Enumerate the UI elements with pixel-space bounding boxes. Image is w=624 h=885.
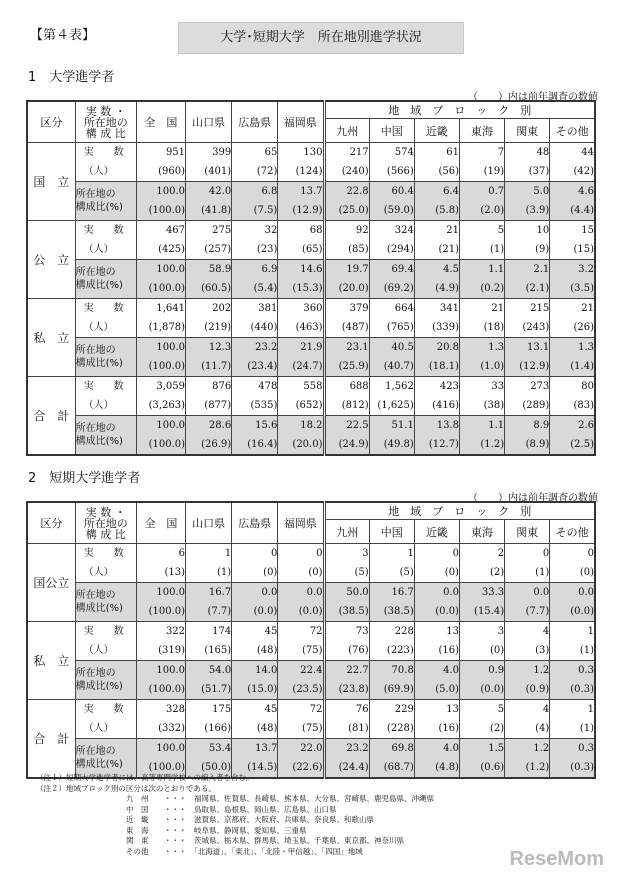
- count-cell: 0 (0): [232, 544, 278, 583]
- ratio-cell: 6.8 (7.5): [232, 182, 278, 221]
- table-row-ratio: [27, 182, 595, 221]
- count-cell: 688 (812): [324, 377, 369, 416]
- ratio-cell: 100.0 (100.0): [136, 260, 185, 299]
- ratio-cell: 2.6 (2.5): [550, 416, 595, 456]
- header-block: 関東: [505, 119, 550, 143]
- resemom-watermark-logo: ReseMom: [509, 848, 604, 870]
- ratio-cell: 16.7 (7.7): [186, 583, 232, 622]
- ratio-label: 所在地の 構成比(%): [75, 590, 123, 614]
- ratio-cell: 19.7 (20.0): [324, 260, 369, 299]
- count-cell: 228 (223): [369, 622, 414, 661]
- count-unit-label: （人）: [83, 166, 114, 177]
- ratio-cell: 100.0 (100.0): [136, 739, 185, 779]
- group-label: 国 立: [27, 143, 75, 221]
- count-cell: 2 (2): [459, 544, 504, 583]
- header-kubun: 区分: [27, 502, 75, 544]
- ratio-cell: 69.4 (69.2): [369, 260, 414, 299]
- count-cell: 3 (5): [324, 544, 369, 583]
- group-label: 合 計: [27, 700, 75, 779]
- ratio-cell: 22.4 (23.5): [278, 661, 324, 700]
- count-cell: 72 (75): [278, 700, 324, 739]
- count-cell: 6 (13): [136, 544, 185, 583]
- ratio-cell: 40.5 (40.7): [369, 338, 414, 377]
- table-row-ratio: [27, 416, 595, 456]
- ratio-label: 所在地の 構成比(%): [75, 668, 123, 692]
- ratio-label: 所在地の 構成比(%): [75, 267, 123, 291]
- ratio-cell: 22.8 (25.0): [324, 182, 369, 221]
- ratio-cell: 70.8 (69.9): [369, 661, 414, 700]
- ratio-cell: 42.0 (41.8): [186, 182, 232, 221]
- junior-college-table: [26, 501, 596, 779]
- header-block: 東海: [459, 520, 504, 544]
- count-cell: 0 (0): [414, 544, 459, 583]
- note-block-def: 東 海 ・・・ 岐阜県、静岡県、愛知県、三重県: [126, 825, 307, 835]
- ratio-cell: 0.3 (0.3): [550, 739, 595, 779]
- count-cell: 876 (877): [186, 377, 232, 416]
- ratio-cell: 21.9 (24.7): [278, 338, 324, 377]
- header-block: 関東: [505, 520, 550, 544]
- count-cell: 399 (401): [186, 143, 232, 182]
- count-cell: 33 (38): [459, 377, 504, 416]
- count-cell: 478 (535): [232, 377, 278, 416]
- count-cell: 275 (257): [186, 221, 232, 260]
- count-cell: 61 (56): [414, 143, 459, 182]
- count-cell: 174 (165): [186, 622, 232, 661]
- table-row-count: [27, 700, 595, 739]
- ratio-cell: 22.0 (22.6): [278, 739, 324, 779]
- ratio-cell: 53.4 (50.0): [186, 739, 232, 779]
- count-cell: 21 (26): [550, 299, 595, 338]
- count-cell: 0 (0): [550, 544, 595, 583]
- count-cell: 65 (72): [232, 143, 278, 182]
- ratio-cell: 13.7 (12.9): [278, 182, 324, 221]
- note-2: （注２）地域ブロック別の区分は次のとおりである。: [36, 783, 216, 793]
- table-row-count: [27, 143, 595, 182]
- table-row-count: [27, 622, 595, 661]
- count-unit-label: （人）: [83, 244, 114, 255]
- count-label: 実 数: [83, 303, 124, 314]
- header-col: 広島県: [232, 101, 278, 143]
- ratio-cell: 13.8 (12.7): [414, 416, 459, 456]
- header-col: 福岡県: [278, 502, 324, 544]
- table-row-count: [27, 221, 595, 260]
- note-block-def: 関 東 ・・・ 茨城県、栃木県、群馬県、埼玉県、千葉県、東京都、神奈川県: [126, 836, 404, 845]
- count-cell: 341 (339): [414, 299, 459, 338]
- count-cell: 15 (15): [550, 221, 595, 260]
- header-col: 全 国: [136, 502, 185, 544]
- header-block: 近畿: [414, 520, 459, 544]
- count-cell: 76 (81): [324, 700, 369, 739]
- ratio-cell: 22.7 (23.8): [324, 661, 369, 700]
- count-cell: 5 (2): [459, 700, 504, 739]
- prev-year-note: （ ）内は前年調査の数値: [468, 92, 598, 103]
- count-cell: 92 (85): [324, 221, 369, 260]
- prev-year-note: （ ）内は前年調査の数値: [468, 493, 598, 504]
- table-row-count: [27, 377, 595, 416]
- count-cell: 3 (0): [459, 622, 504, 661]
- count-cell: 381 (440): [232, 299, 278, 338]
- ratio-cell: 6.4 (5.8): [414, 182, 459, 221]
- count-cell: 951 (960): [136, 143, 185, 182]
- count-cell: 45 (48): [232, 622, 278, 661]
- note-block-def: 近 畿 ・・・ 滋賀県、京都府、大阪府、兵庫県、奈良県、和歌山県: [126, 815, 374, 824]
- count-cell: 13 (16): [414, 700, 459, 739]
- count-cell: 130 (124): [278, 143, 324, 182]
- count-cell: 1 (5): [369, 544, 414, 583]
- count-cell: 215 (243): [505, 299, 550, 338]
- ratio-cell: 0.0 (0.0): [550, 583, 595, 622]
- ratio-cell: 1.5 (0.6): [459, 739, 504, 779]
- header-block: 近畿: [414, 119, 459, 143]
- header-count-ratio: 実 数 ・ 所在地の 構 成 比: [75, 502, 136, 544]
- ratio-cell: 33.3 (15.4): [459, 583, 504, 622]
- count-cell: 322 (319): [136, 622, 185, 661]
- table-row-count: [27, 544, 595, 583]
- note-1: （注１）短期大学進学者には、高等専門学校への編入者を含む。: [36, 773, 254, 782]
- section-title-junior-college: 2 短期大学進学者: [28, 471, 141, 486]
- ratio-label: 所在地の 構成比(%): [75, 345, 123, 369]
- ratio-cell: 14.6 (15.3): [278, 260, 324, 299]
- count-cell: 423 (416): [414, 377, 459, 416]
- ratio-cell: 4.0 (4.8): [414, 739, 459, 779]
- header-block: その他: [550, 119, 595, 143]
- header-region-blocks: 地 域 ブ ロ ッ ク 別: [324, 502, 595, 520]
- count-cell: 324 (294): [369, 221, 414, 260]
- header-region-blocks: 地 域 ブ ロ ッ ク 別: [324, 101, 595, 119]
- table-row-ratio: [27, 661, 595, 700]
- university-table: [26, 100, 596, 456]
- count-unit-label: （人）: [83, 645, 114, 656]
- ratio-cell: 3.2 (3.5): [550, 260, 595, 299]
- count-label: 実 数: [83, 548, 124, 559]
- table-row-ratio: [27, 338, 595, 377]
- ratio-label: 所在地の 構成比(%): [75, 423, 123, 447]
- ratio-cell: 15.6 (16.4): [232, 416, 278, 456]
- count-cell: 1 (1): [550, 622, 595, 661]
- ratio-cell: 14.0 (15.0): [232, 661, 278, 700]
- ratio-cell: 51.1 (49.8): [369, 416, 414, 456]
- ratio-cell: 23.2 (24.4): [324, 739, 369, 779]
- ratio-cell: 0.3 (0.3): [550, 661, 595, 700]
- ratio-cell: 1.1 (0.2): [459, 260, 504, 299]
- ratio-cell: 16.7 (38.5): [369, 583, 414, 622]
- ratio-cell: 13.7 (14.5): [232, 739, 278, 779]
- count-cell: 0 (0): [278, 544, 324, 583]
- count-cell: 21 (18): [459, 299, 504, 338]
- count-cell: 45 (48): [232, 700, 278, 739]
- header-block: 中国: [369, 119, 414, 143]
- ratio-cell: 8.9 (8.9): [505, 416, 550, 456]
- ratio-cell: 23.1 (25.9): [324, 338, 369, 377]
- ratio-cell: 50.0 (38.5): [324, 583, 369, 622]
- ratio-cell: 0.0 (0.0): [232, 583, 278, 622]
- ratio-label: 所在地の 構成比(%): [75, 189, 123, 213]
- count-cell: 21 (21): [414, 221, 459, 260]
- count-unit-label: （人）: [83, 400, 114, 411]
- count-label: 実 数: [83, 626, 124, 637]
- ratio-cell: 1.2 (0.9): [505, 661, 550, 700]
- count-cell: 10 (9): [505, 221, 550, 260]
- ratio-cell: 1.3 (1.4): [550, 338, 595, 377]
- ratio-cell: 100.0 (100.0): [136, 416, 185, 456]
- ratio-cell: 23.2 (23.4): [232, 338, 278, 377]
- group-label: 私 立: [27, 299, 75, 377]
- ratio-cell: 28.6 (26.9): [186, 416, 232, 456]
- table-row-ratio: [27, 260, 595, 299]
- footnotes: [36, 773, 434, 857]
- ratio-cell: 0.9 (0.0): [459, 661, 504, 700]
- count-unit-label: （人）: [83, 723, 114, 734]
- ratio-cell: 69.8 (68.7): [369, 739, 414, 779]
- count-cell: 1 (1): [186, 544, 232, 583]
- ratio-cell: 100.0 (100.0): [136, 182, 185, 221]
- count-cell: 0 (1): [505, 544, 550, 583]
- group-label: 公 立: [27, 221, 75, 299]
- header-col: 広島県: [232, 502, 278, 544]
- count-cell: 1 (1): [550, 700, 595, 739]
- ratio-cell: 100.0 (100.0): [136, 338, 185, 377]
- ratio-cell: 1.1 (1.2): [459, 416, 504, 456]
- count-label: 実 数: [83, 381, 124, 392]
- count-cell: 574 (566): [369, 143, 414, 182]
- ratio-cell: 0.0 (7.7): [505, 583, 550, 622]
- ratio-cell: 18.2 (20.0): [278, 416, 324, 456]
- count-cell: 1,562 (1,625): [369, 377, 414, 416]
- group-label: 合 計: [27, 377, 75, 456]
- count-cell: 175 (166): [186, 700, 232, 739]
- table-row-ratio: [27, 583, 595, 622]
- ratio-cell: 5.0 (3.9): [505, 182, 550, 221]
- count-cell: 4 (4): [505, 700, 550, 739]
- ratio-cell: 13.1 (12.9): [505, 338, 550, 377]
- count-cell: 1,641 (1,878): [136, 299, 185, 338]
- count-cell: 664 (765): [369, 299, 414, 338]
- ratio-cell: 58.9 (60.5): [186, 260, 232, 299]
- count-cell: 32 (23): [232, 221, 278, 260]
- ratio-cell: 60.4 (59.0): [369, 182, 414, 221]
- header-col: 福岡県: [278, 101, 324, 143]
- count-cell: 72 (75): [278, 622, 324, 661]
- table-number: 【第４表】: [30, 28, 96, 43]
- table-row-count: [27, 299, 595, 338]
- count-cell: 217 (240): [324, 143, 369, 182]
- ratio-cell: 6.9 (5.4): [232, 260, 278, 299]
- ratio-cell: 54.0 (51.7): [186, 661, 232, 700]
- count-cell: 3,059 (3,263): [136, 377, 185, 416]
- count-cell: 229 (228): [369, 700, 414, 739]
- document-title: 大学･短期大学 所在地別進学状況: [178, 22, 464, 54]
- count-cell: 80 (83): [550, 377, 595, 416]
- header-col: 山口県: [186, 101, 232, 143]
- count-cell: 273 (289): [505, 377, 550, 416]
- count-label: 実 数: [83, 147, 124, 158]
- ratio-cell: 100.0 (100.0): [136, 661, 185, 700]
- group-label: 国公立: [27, 544, 75, 622]
- count-label: 実 数: [83, 225, 124, 236]
- count-cell: 73 (76): [324, 622, 369, 661]
- count-cell: 7 (19): [459, 143, 504, 182]
- count-unit-label: （人）: [83, 322, 114, 333]
- header-block: その他: [550, 520, 595, 544]
- ratio-cell: 0.0 (0.0): [414, 583, 459, 622]
- count-cell: 558 (652): [278, 377, 324, 416]
- header-block: 中国: [369, 520, 414, 544]
- header-kubun: 区分: [27, 101, 75, 143]
- count-cell: 360 (463): [278, 299, 324, 338]
- header-block: 九州: [324, 520, 369, 544]
- note-block-def: その他 ・・・ 「北海道」、「東北」、「北陸・甲信越」、「四国」地域: [126, 846, 363, 856]
- header-block: 九州: [324, 119, 369, 143]
- header-block: 東海: [459, 119, 504, 143]
- ratio-cell: 12.3 (11.7): [186, 338, 232, 377]
- count-cell: 467 (425): [136, 221, 185, 260]
- ratio-cell: 4.6 (4.4): [550, 182, 595, 221]
- count-label: 実 数: [83, 704, 124, 715]
- header-count-ratio: 実 数 ・ 所在地の 構 成 比: [75, 101, 136, 143]
- count-cell: 328 (332): [136, 700, 185, 739]
- count-cell: 202 (219): [186, 299, 232, 338]
- count-cell: 379 (487): [324, 299, 369, 338]
- ratio-cell: 4.5 (4.9): [414, 260, 459, 299]
- ratio-cell: 2.1 (2.1): [505, 260, 550, 299]
- count-cell: 68 (65): [278, 221, 324, 260]
- note-block-def: 中 国 ・・・ 鳥取県、島根県、岡山県、広島県、山口県: [126, 804, 337, 814]
- ratio-label: 所在地の 構成比(%): [75, 746, 123, 770]
- count-cell: 44 (42): [550, 143, 595, 182]
- ratio-cell: 20.8 (18.1): [414, 338, 459, 377]
- ratio-cell: 100.0 (100.0): [136, 583, 185, 622]
- ratio-cell: 0.0 (0.0): [278, 583, 324, 622]
- note-block-def: 九 州 ・・・ 福岡県、佐賀県、長崎県、熊本県、大分県、宮崎県、鹿児島県、沖縄県: [126, 794, 434, 803]
- ratio-cell: 22.5 (24.9): [324, 416, 369, 456]
- header-col: 全 国: [136, 101, 185, 143]
- ratio-cell: 4.0 (5.0): [414, 661, 459, 700]
- ratio-cell: 0.7 (2.0): [459, 182, 504, 221]
- header-col: 山口県: [186, 502, 232, 544]
- count-cell: 5 (1): [459, 221, 504, 260]
- count-cell: 4 (3): [505, 622, 550, 661]
- count-cell: 48 (37): [505, 143, 550, 182]
- ratio-cell: 1.2 (1.2): [505, 739, 550, 779]
- count-unit-label: （人）: [83, 567, 114, 578]
- section-title-university: 1 大学進学者: [28, 70, 115, 85]
- group-label: 私 立: [27, 622, 75, 700]
- ratio-cell: 1.3 (1.0): [459, 338, 504, 377]
- count-cell: 13 (16): [414, 622, 459, 661]
